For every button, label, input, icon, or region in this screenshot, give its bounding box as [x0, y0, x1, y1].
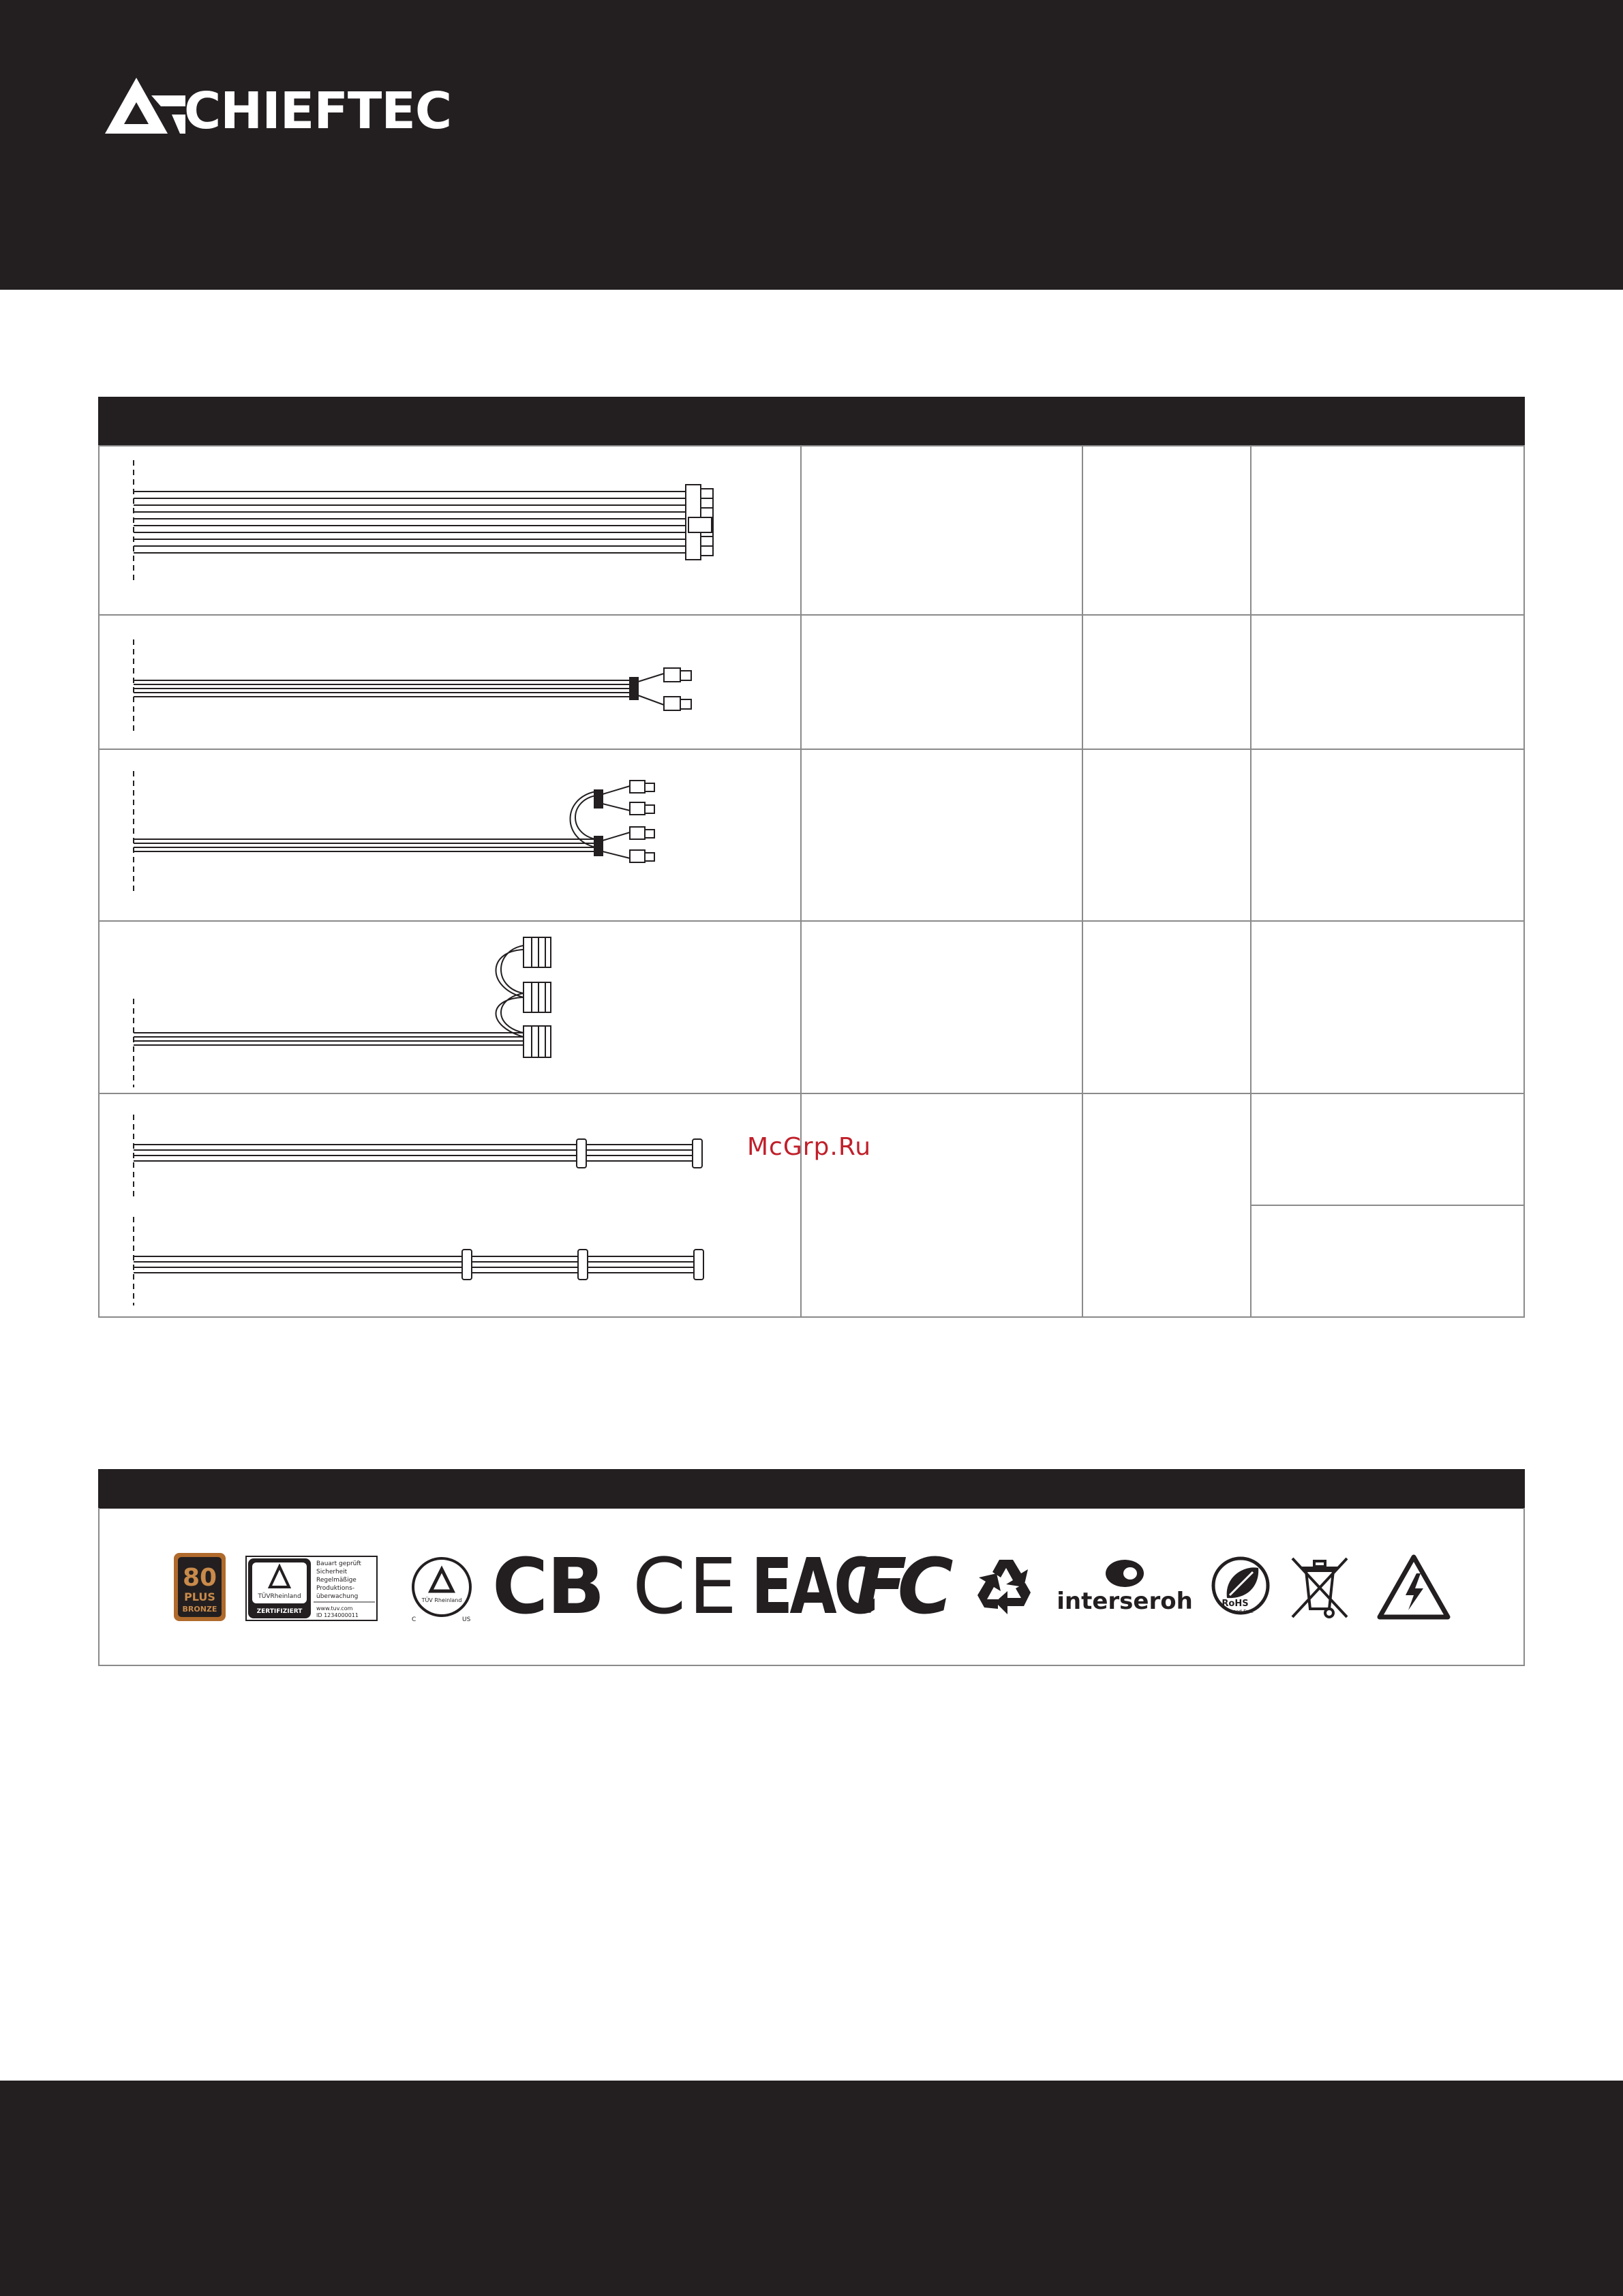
row-divider — [98, 920, 1525, 922]
certification-header — [98, 1469, 1525, 1509]
column-divider — [1082, 445, 1083, 1316]
ce-mark: CE — [633, 1543, 740, 1631]
tuv-rheinland-mark — [245, 1556, 378, 1621]
footer-bar — [0, 2081, 1623, 2296]
row-divider — [1250, 1205, 1525, 1206]
cb-mark: CB — [492, 1543, 604, 1631]
high-voltage-icon — [1376, 1553, 1452, 1621]
tuv-site: www.tuv.com — [316, 1605, 353, 1612]
cable-table-header — [98, 397, 1525, 446]
row-divider — [98, 614, 1525, 616]
cable-pcie-dual-diagram — [125, 771, 725, 907]
brand-name: CHIEFTEC — [184, 82, 452, 140]
80-plus-bronze-badge — [174, 1553, 226, 1621]
tuv-line: Produktions- — [316, 1585, 355, 1592]
tuv-round-label: TÜV Rheinland — [421, 1597, 462, 1603]
chieftec-logo — [104, 76, 458, 142]
header-bar — [0, 0, 1623, 290]
fcc-mark: FC — [855, 1543, 944, 1631]
tuv-line: Sicherheit — [316, 1569, 348, 1575]
rohs-sub: Lead Free — [1230, 1609, 1254, 1614]
row-divider — [98, 749, 1525, 750]
tuv-line: Bauart geprüft — [316, 1560, 361, 1567]
tuv-line: überwachung — [316, 1593, 359, 1600]
rohs-label: RoHS — [1222, 1599, 1249, 1609]
eac-mark: EAC — [751, 1543, 875, 1631]
interseroh-mark — [1057, 1558, 1193, 1614]
column-divider — [1250, 445, 1252, 1316]
column-divider — [800, 445, 802, 1316]
tuv-round-us: US — [462, 1616, 471, 1622]
tuv-round-c: C — [412, 1616, 416, 1622]
cable-peripheral-chain-diagram — [125, 1210, 725, 1312]
cable-atx-24pin-diagram — [125, 460, 725, 596]
interseroh-text: interseroh — [1057, 1588, 1193, 1614]
tuv-zert: ZERTIFIZIERT — [256, 1608, 303, 1615]
cable-sata-triple-diagram — [125, 931, 725, 1087]
rohs-mark — [1211, 1556, 1271, 1616]
cable-table — [98, 445, 1525, 1316]
row-divider — [98, 1093, 1525, 1094]
recycle-icon — [973, 1553, 1039, 1618]
plus80-grade: BRONZE — [182, 1605, 217, 1614]
weee-bin-icon — [1287, 1554, 1352, 1621]
tuv-id: ID 1234000011 — [316, 1612, 359, 1618]
cable-molex-chain-diagram — [125, 1101, 725, 1203]
tuv-cus-mark — [408, 1557, 476, 1622]
tuv-brand: TÜVRheinland — [258, 1593, 301, 1600]
tuv-line: Regelmäßige — [316, 1577, 357, 1584]
plus80-plus: PLUS — [184, 1590, 215, 1603]
watermark: McGrp.Ru — [747, 1133, 872, 1161]
chieftec-triangle-icon — [104, 76, 185, 142]
cable-cpu-8pin-diagram — [125, 639, 725, 735]
plus80-number: 80 — [182, 1564, 217, 1592]
